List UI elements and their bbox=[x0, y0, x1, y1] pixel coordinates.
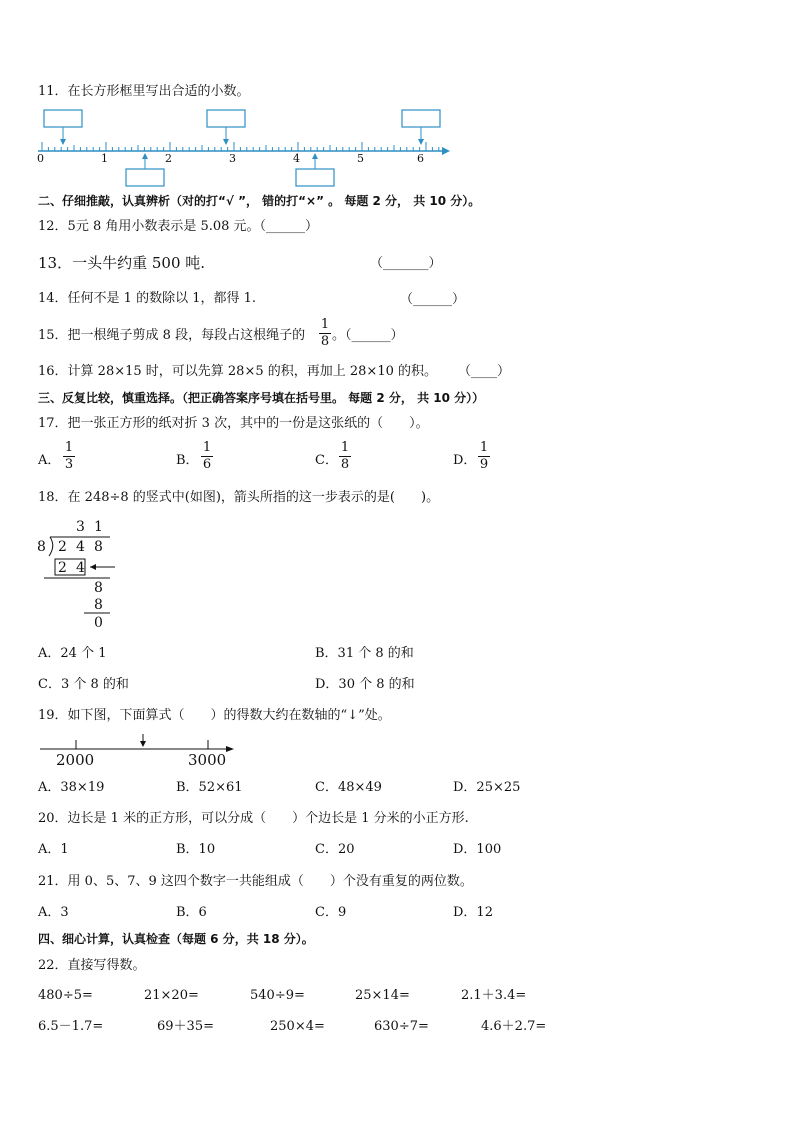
q18-step2: 8 bbox=[94, 580, 103, 596]
q22-row2-item-5[interactable]: 4.6＋2.7= bbox=[481, 1019, 547, 1034]
q19-text: 19．如下图，下面算式（ ）的得数大约在数轴的“↓”处。 bbox=[38, 708, 391, 723]
section-3-title: 三、反复比较，慎重选择。（把正确答案序号填在括号里。 每题 2 分， 共 10 分）） bbox=[38, 391, 485, 405]
q13-answer-blank[interactable]: （_______） bbox=[370, 256, 442, 271]
q15-fraction bbox=[319, 318, 331, 349]
q21-text: 21．用 0、5、7、9 这四个数字一共能组成（ ）个没有重复的两位数。 bbox=[38, 874, 473, 889]
q19-axis-arrow bbox=[226, 746, 234, 752]
q11-text: 11．在长方形框里写出合适的小数。 bbox=[38, 84, 250, 99]
q22-row2-item-3[interactable]: 250×4= bbox=[270, 1019, 325, 1034]
q18-option-a[interactable]: A．24 个 1 bbox=[38, 646, 107, 661]
q17-option-b-label[interactable]: B． bbox=[176, 453, 199, 468]
q19-down-arrow-head bbox=[140, 741, 146, 747]
q18-dividend-digit-1: 2 bbox=[58, 539, 67, 555]
section-4-title: 四、细心计算，认真检查（每题 6 分，共 18 分）。 bbox=[38, 932, 314, 946]
q20-option-c[interactable]: C．20 bbox=[315, 842, 355, 857]
q15-fraction-numerator: 1 bbox=[320, 317, 330, 332]
q17-d-num: 1 bbox=[479, 440, 489, 455]
q22-row2-item-1[interactable]: 6.5－1.7= bbox=[38, 1019, 104, 1034]
q11-answer-box-1[interactable] bbox=[44, 110, 82, 127]
q15-text: 15．把一根绳子剪成 8 段，每段占这根绳子的 bbox=[38, 328, 306, 343]
q22-row1-item-3[interactable]: 540÷9= bbox=[250, 988, 305, 1003]
q17-b-den: 6 bbox=[202, 457, 212, 472]
q17-d-den: 9 bbox=[479, 457, 489, 472]
q18-bracket-curve bbox=[49, 537, 53, 556]
q17-option-c-fraction bbox=[339, 441, 351, 472]
q11-pointer-2-head bbox=[223, 139, 229, 145]
q17-a-den: 3 bbox=[64, 457, 74, 472]
q19-option-d[interactable]: D．25×25 bbox=[453, 780, 521, 795]
q21-option-c[interactable]: C．9 bbox=[315, 905, 347, 920]
q22-row1-item-4[interactable]: 25×14= bbox=[355, 988, 410, 1003]
q14-answer-blank[interactable]: （______） bbox=[400, 292, 466, 307]
q17-b-num: 1 bbox=[202, 440, 212, 455]
q18-divisor: 8 bbox=[37, 539, 46, 555]
q17-c-num: 1 bbox=[340, 440, 350, 455]
q11-tick-label-4: 4 bbox=[293, 152, 300, 165]
q17-c-den: 8 bbox=[340, 457, 350, 472]
q17-text: 17．把一张正方形的纸对折 3 次，其中的一份是这张纸的（ ）。 bbox=[38, 416, 429, 431]
q17-option-b-fraction bbox=[201, 441, 213, 472]
q19-option-c[interactable]: C．48×49 bbox=[315, 780, 382, 795]
q15-answer-blank[interactable]: 。（______） bbox=[332, 328, 404, 343]
q16-text: 16．计算 28×15 时，可以先算 28×5 的积，再加上 28×10 的积。 bbox=[38, 364, 437, 379]
q17-option-c-label[interactable]: C． bbox=[315, 453, 338, 468]
q18-step1-digit-2: 4 bbox=[76, 560, 85, 576]
q18-step3: 8 bbox=[94, 597, 103, 613]
q11-pointer-1-head bbox=[60, 139, 66, 145]
q21-option-b[interactable]: B．6 bbox=[176, 905, 207, 920]
q20-text: 20．边长是 1 米的正方形，可以分成（ ）个边长是 1 分米的小正方形. bbox=[38, 811, 469, 826]
q18-dividend-digit-2: 4 bbox=[76, 539, 85, 555]
q17-option-a-fraction bbox=[63, 441, 75, 472]
q18-quotient-digit-2: 1 bbox=[94, 519, 103, 535]
q18-text: 18．在 248÷8 的竖式中(如图)，箭头所指的这一步表示的是( )。 bbox=[38, 490, 440, 505]
q22-row1-item-2[interactable]: 21×20= bbox=[144, 988, 199, 1003]
q21-option-d[interactable]: D．12 bbox=[453, 905, 493, 920]
q18-step1-digit-1: 2 bbox=[58, 560, 67, 576]
q19-option-a[interactable]: A．38×19 bbox=[38, 780, 105, 795]
q16-answer-blank[interactable]: （____） bbox=[458, 364, 511, 379]
q12-text: 12．5元 8 角用小数表示是 5.08 元。（______） bbox=[38, 219, 319, 234]
q17-option-d-fraction bbox=[478, 441, 490, 472]
q13-text: 13．一头牛约重 500 吨. bbox=[38, 254, 206, 272]
q18-arrow-head bbox=[90, 564, 96, 570]
q11-answer-box-3[interactable] bbox=[402, 110, 440, 127]
q11-pointer-5-head bbox=[312, 153, 318, 159]
q22-text: 22．直接写得数。 bbox=[38, 958, 146, 973]
q18-option-d[interactable]: D．30 个 8 的和 bbox=[315, 677, 415, 692]
q11-axis-arrow bbox=[442, 147, 450, 155]
q21-option-a[interactable]: A．3 bbox=[38, 905, 69, 920]
q18-dividend-digit-3: 8 bbox=[94, 539, 103, 555]
q11-tick-label-2: 2 bbox=[165, 152, 172, 165]
q14-text: 14．任何不是 1 的数除以 1，都得 1. bbox=[38, 291, 257, 306]
q11-answer-box-4[interactable] bbox=[126, 169, 164, 186]
q19-label-2000: 2000 bbox=[56, 751, 95, 769]
q20-option-b[interactable]: B．10 bbox=[176, 842, 216, 857]
q11-tick-label-1: 1 bbox=[101, 152, 108, 165]
q11-tick-label-3: 3 bbox=[229, 152, 236, 165]
q18-option-b[interactable]: B．31 个 8 的和 bbox=[315, 646, 414, 661]
q18-option-c[interactable]: C．3 个 8 的和 bbox=[38, 677, 129, 692]
section-2-title: 二、仔细推敲，认真辨析（对的打“√ ”， 错的打“×” 。 每题 2 分， 共 10 分）。 bbox=[38, 194, 481, 208]
q19-label-3000: 3000 bbox=[188, 751, 227, 769]
q17-a-num: 1 bbox=[64, 440, 74, 455]
q15-fraction-denominator: 8 bbox=[320, 334, 330, 349]
q19-option-b[interactable]: B．52×61 bbox=[176, 780, 243, 795]
q11-tick-label-6: 6 bbox=[417, 152, 424, 165]
q11-tick-label-0: 0 bbox=[37, 152, 44, 165]
q22-row1-item-5[interactable]: 2.1＋3.4= bbox=[461, 988, 527, 1003]
q20-option-a[interactable]: A．1 bbox=[38, 842, 69, 857]
q22-row2-item-4[interactable]: 630÷7= bbox=[374, 1019, 429, 1034]
q22-row1-item-1[interactable]: 480÷5= bbox=[38, 988, 93, 1003]
q17-option-d-label[interactable]: D． bbox=[453, 453, 477, 468]
q17-option-a-label[interactable]: A． bbox=[38, 453, 61, 468]
q22-row2-item-2[interactable]: 69＋35= bbox=[157, 1019, 214, 1034]
q20-option-d[interactable]: D．100 bbox=[453, 842, 502, 857]
q11-pointer-4-head bbox=[142, 153, 148, 159]
q11-answer-box-5[interactable] bbox=[296, 169, 334, 186]
q18-quotient-digit-1: 3 bbox=[76, 519, 85, 535]
q11-tick-label-5: 5 bbox=[357, 152, 364, 165]
q11-pointer-3-head bbox=[418, 139, 424, 145]
q11-answer-box-2[interactable] bbox=[207, 110, 245, 127]
q18-remainder: 0 bbox=[94, 615, 103, 631]
